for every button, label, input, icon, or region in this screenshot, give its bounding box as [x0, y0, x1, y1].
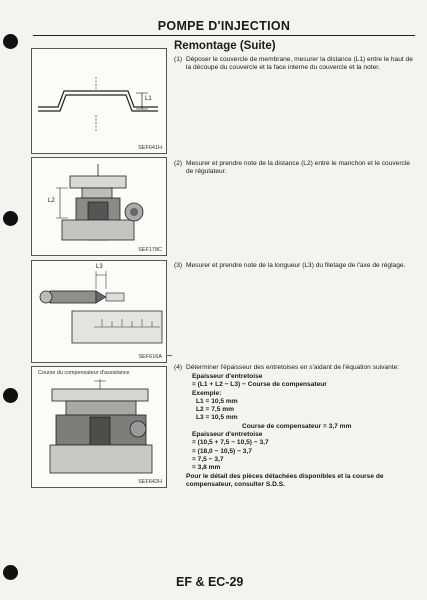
binder-hole — [3, 388, 18, 403]
binder-hole — [3, 565, 18, 580]
calculation-step: = (10,5 + 7,5 − 10,5) − 3,7 — [192, 439, 269, 447]
step-text: Mesurer et prendre note de la distance (L2) entre le manchon et le couvercle de régulateur. — [186, 160, 410, 176]
figure-diaphragm-cover — [31, 48, 167, 154]
compensator-stroke-drawing — [32, 367, 166, 487]
calculation-step: = (18,0 − 10,5) − 3,7 — [192, 447, 252, 455]
example-heading: Exemple: — [192, 389, 222, 397]
step-number: (1) — [174, 56, 183, 63]
section-heading: Remontage (Suite) — [174, 40, 276, 52]
figure-caption: Course du compensateur d'assistance — [38, 370, 130, 376]
figure-adjusting-shaft — [31, 260, 167, 363]
result-title: Epaisseur d'entretoise — [192, 431, 263, 439]
figure-code: SEF642H — [138, 479, 162, 485]
governor-sleeve-drawing — [32, 158, 166, 255]
adjusting-shaft-drawing — [32, 261, 166, 362]
step-3 — [174, 262, 414, 270]
label-L3: L3 — [96, 264, 103, 270]
binder-hole — [3, 211, 18, 226]
equation-title: Epaisseur d'entretoise — [192, 373, 263, 380]
step-number: (2) — [174, 160, 183, 167]
step-text: Déterminer l'épaisseur des entretoises en s'aidant de l'équation suivante: — [186, 364, 400, 371]
figure-code: SEF616A — [138, 354, 162, 360]
equation-block — [186, 373, 414, 489]
step-1 — [174, 56, 414, 73]
step-2 — [174, 160, 414, 177]
step-text: Déposer le couvercle de membrane, mesurer la distance (L1) entre le haut de la découpe du couvercle et la face interne du couvercle et la noter. — [186, 56, 413, 72]
figure-governor-sleeve — [31, 157, 167, 256]
binder-hole — [3, 34, 18, 49]
step-text: Mesurer et prendre note de la longueur (L3) du filetage de l'axe de réglage. — [186, 262, 406, 269]
step-4 — [174, 364, 414, 372]
figure-compensator-stroke — [31, 366, 167, 488]
example-value: Course de compensateur = 3,7 mm — [242, 422, 352, 430]
calculation-step: = 7,5 − 3,7 — [192, 455, 224, 463]
page-title: POMPE D'INJECTION — [33, 17, 415, 36]
figure-code: SEF641H — [138, 145, 162, 151]
example-value: L1 = 10,5 mm — [196, 397, 238, 405]
step-number: (3) — [174, 262, 183, 269]
step-number: (4) — [174, 364, 183, 371]
equation-formula: = (L1 + L2 − L3) − Course de compensateur — [192, 381, 327, 389]
figure-code: SEF178C — [138, 247, 162, 253]
margin-mark — [166, 355, 172, 356]
page-number: EF & EC-29 — [176, 575, 244, 589]
label-L1: L1 — [145, 96, 152, 102]
sds-note: Pour le détail des pièces détachées disponibles et la course de compensateur, consulter S.D.S. — [186, 472, 384, 488]
label-L2: L2 — [48, 198, 55, 204]
example-value: L2 = 7,5 mm — [196, 406, 234, 414]
calculation-result: = 3,8 mm — [192, 464, 221, 472]
example-value: L3 = 10,5 mm — [196, 414, 238, 422]
